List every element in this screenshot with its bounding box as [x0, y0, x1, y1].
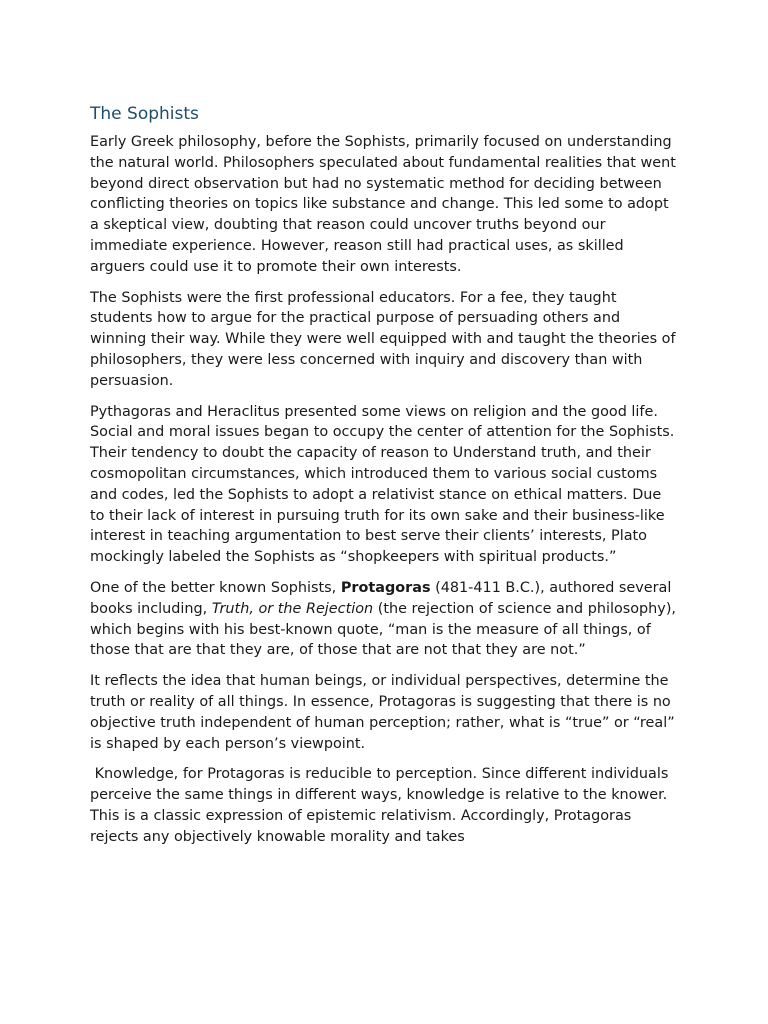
paragraph-4-text-b: (481-411 B.C.), authored several books including,: [90, 579, 672, 617]
paragraph-2: The Sophists were the first professional educators. For a fee, they taught students how to argue for the practical purpose of persuading others and winning their way. While they were well equipped with and taught the theories of philosophers, they were less concerned with inquiry and discovery than with persuasion.: [90, 289, 676, 389]
paragraph-4-italic-title: Truth, or the Rejection: [211, 600, 374, 617]
document-page: [90, 103, 680, 858]
document-title: The Sophists: [90, 104, 199, 124]
paragraph-3: Pythagoras and Heraclitus presented some views on religion and the good life. Social and moral issues began to occupy the center of attention for the Sophists. Their tendency to doubt the capacity of reason to Understand truth, and their cosmopolitan circumstances, which introduced them to various social customs and codes, led the Sophists to adopt a relativist stance on ethical matters. Due to their lack of interest in pursuing truth for its own sake and their business-like interest in teaching argumentation to best serve their clients’ interests, Plato mockingly labeled the Sophists as “shopkeepers with spiritual products.”: [90, 403, 675, 566]
paragraph-4-bold-name: Protagoras: [340, 579, 431, 596]
paragraph-1: Early Greek philosophy, before the Sophists, primarily focused on understanding the natural world. Philosophers speculated about fundamental realities that went beyond direct observation but had no systematic method for deciding between conflicting theories on topics like substance and change. This led some to adopt a skeptical view, doubting that reason could uncover truths beyond our immediate experience. However, reason still had practical uses, as skilled arguers could use it to promote their own interests.: [90, 134, 676, 275]
paragraph-6: Knowledge, for Protagoras is reducible to perception. Since different individuals perceive the same things in different ways, knowledge is relative to the knower. This is a classic expression of epistemic relativism. Accordingly, Protagoras rejects any objectively knowable morality and takes: [90, 766, 673, 845]
paragraph-4-text-c: (the rejection of science and philosophy), which begins with his best-known quote, “man is the measure of all things, of those that are that they are, of those that are not that they are not.”: [90, 600, 677, 659]
paragraph-4: [90, 578, 680, 661]
paragraph-5: It reflects the idea that human beings, or individual perspectives, determine the truth or reality of all things. In essence, Protagoras is suggesting that there is no objective truth independent of human perception; rather, what is “true” or “real” is shaped by each person’s viewpoint.: [90, 673, 675, 752]
paragraph-4-text-a: One of the better known Sophists,: [90, 579, 341, 596]
